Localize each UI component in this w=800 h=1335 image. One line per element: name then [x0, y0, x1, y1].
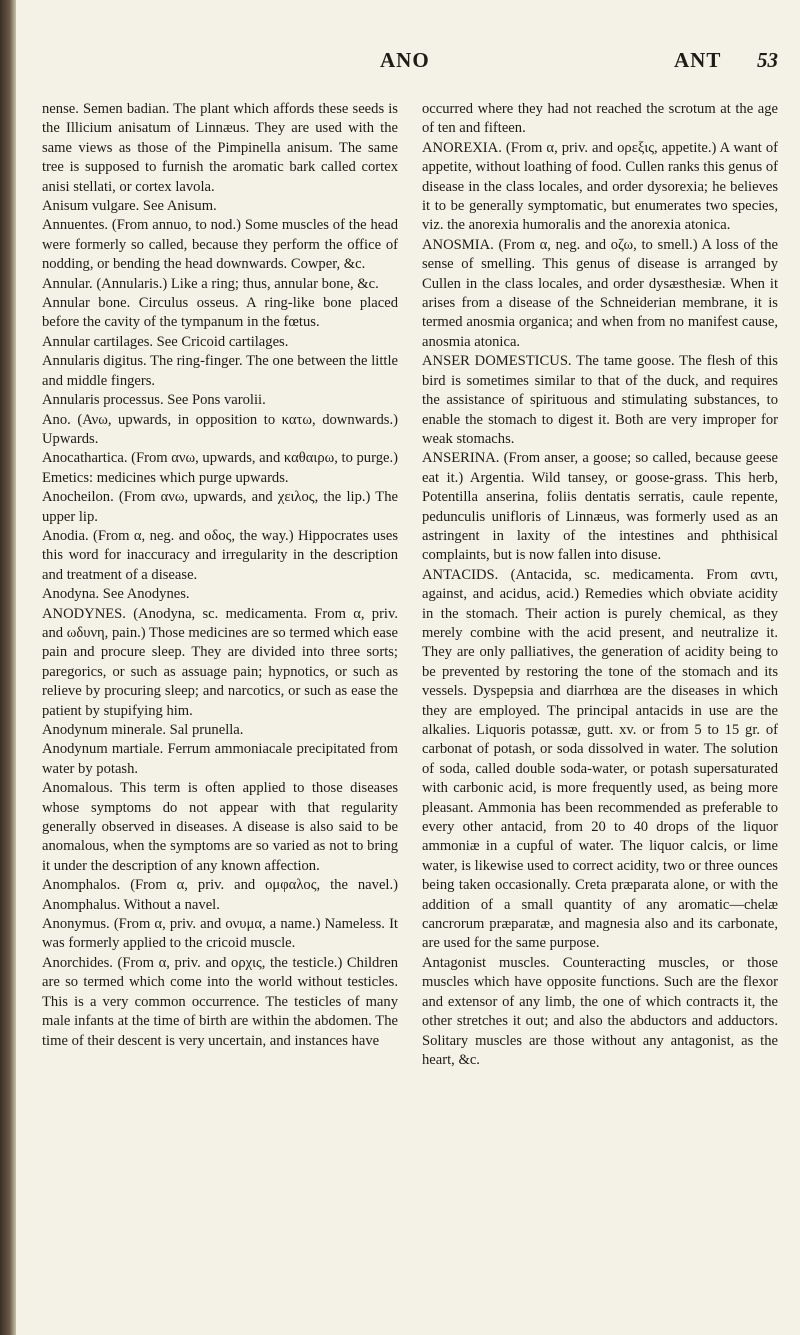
dictionary-entry: Anocheilon. (From ανω, upwards, and χειλος, the lip.) The upper lip.: [42, 489, 398, 525]
dictionary-entry: Annular. (Annularis.) Like a ring; thus, annular bone, &c.: [42, 275, 379, 292]
dictionary-entry: ANODYNES. (Anodyna, sc. medicamenta. From α, priv. and ωδυνη, pain.) Those medicines are so termed which ease pain and procure sleep. They are divided into three sorts; paregorics, or such as assuage pain; hypnotics, or such as relieve by procuring sleep; and narcotics, or such as ease the patient by stupifying him.: [42, 605, 398, 719]
running-head-right: ANT: [674, 48, 722, 72]
dictionary-entry: Anodia. (From α, neg. and οδος, the way.) Hippocrates uses this word for inaccuracy and irregularity in the description and treatment of a disease.: [42, 527, 398, 583]
dictionary-entry: occurred where they had not reached the scrotum at the age of ten and fifteen.: [422, 101, 778, 137]
book-page: [42, 0, 778, 1335]
text-columns: [42, 100, 778, 1070]
dictionary-entry: Anonymus. (From α, priv. and ονυμα, a name.) Nameless. It was formerly applied to the cricoid muscle.: [42, 916, 398, 952]
dictionary-entry: Antagonist muscles. Counteracting muscles, or those muscles which have opposite functions. Such are the flexor and extensor of any limb, the one of which contracts it, the other stretches it out; and also the abductors and adductors. Solitary muscles are those without any antagonist, as the heart, &c.: [422, 954, 778, 1068]
dictionary-entry: Anodynum minerale. Sal prunella.: [42, 722, 244, 738]
book-spine-edge: [0, 0, 16, 1335]
dictionary-entry: Anocathartica. (From ανω, upwards, and καθαιρω, to purge.) Emetics: medicines which purge upwards.: [42, 450, 398, 486]
dictionary-entry: Anomphalos. (From α, priv. and ομφαλος, the navel.) Anomphalus. Without a navel.: [42, 877, 398, 913]
dictionary-entry: ANTACIDS. (Antacida, sc. medicamenta. From αντι, against, and acidus, acid.) Remedies which obviate acidity in the stomach. Their action is purely chemical, as they merely combine with the acid present, and neutralize it. They are only palliatives, the generation of acidity being to be prevented by restoring the tone of the stomach and its vessels. Dyspepsia and diarrhœa are the diseases in which they are employed. The principal antacids in use are the alkalies. Liquoris potassæ, gutt. xv. or from 5 to 15 gr. of carbonat of potash, or soda dissolved in water. The solution of soda, called double soda-water, or potash supersaturated with carbonic acid, is more frequently used, as being more pleasant. Ammonia has been recommended as preferable to every other antacid, from 20 to 40 drops of the liquor ammoniæ in a cupful of water. The liquor calcis, or lime water, is likewise used to correct acidity, two or three ounces being taken occasionally. Creta præparata alone, or with the addition of a small quantity of any aromatic—chelæ cancrorum præparatæ, and magnesia also and its carbonate, are used for the same purpose.: [422, 566, 778, 952]
dictionary-entry: Annularis digitus. The ring-finger. The one between the little and middle fingers.: [42, 353, 398, 389]
dictionary-entry: Anodyna. See Anodynes.: [42, 586, 190, 603]
running-head: [42, 0, 778, 70]
dictionary-entry: Annular cartilages. See Cricoid cartilages.: [42, 333, 289, 350]
dictionary-entry: Anisum vulgare. See Anisum.: [42, 198, 217, 215]
dictionary-entry: Ano. (Ανω, upwards, in opposition to κατω, downwards.) Upwards.: [42, 411, 398, 447]
running-head-left: ANO: [380, 48, 430, 72]
dictionary-entry: ANOSMIA. (From α, neg. and οζω, to smell.) A loss of the sense of smelling. This genus of disease is arranged by Cullen in the class locales, and order dysæsthesiæ. When it arises from a disease of the Schneiderian membrane, it is termed anosmia organica; and when from no manifest cause, anosmia atonica.: [422, 236, 778, 350]
dictionary-entry: ANOREXIA. (From α, priv. and ορεξις, appetite.) A want of appetite, without loathing of food. Cullen ranks this genus of disease in the class locales, and order dysorexia; he believes it to be generally symptomatic, but enumerates two species, viz. the anorexia humoralis and the anorexia atonica.: [422, 139, 778, 234]
left-column: [42, 100, 398, 1070]
dictionary-entry: ANSER DOMESTICUS. The tame goose. The flesh of this bird is sometimes similar to that of the duck, and requires the assistance of spirituous and stimulating substances, to enable the stomach to digest it. Both are very improper for weak stomachs.: [422, 353, 778, 447]
dictionary-entry: Annular bone. Circulus osseus. A ring-like bone placed before the cavity of the tympanum in the fœtus.: [42, 295, 398, 331]
dictionary-entry: Annuentes. (From annuo, to nod.) Some muscles of the head were formerly so called, because they perform the office of nodding, or bending the head downwards. Cowper, &c.: [42, 217, 398, 273]
dictionary-entry: Annularis processus. See Pons varolii.: [42, 392, 266, 409]
right-column: [422, 100, 778, 1070]
dictionary-entry: Anodynum martiale. Ferrum ammoniacale precipitated from water by potash.: [42, 741, 398, 777]
dictionary-entry: Anomalous. This term is often applied to those diseases whose symptoms do not appear with that regularity generally observed in diseases. A disease is also said to be anomalous, when the symptoms are so varied as not to bring it under the description of any known affection.: [42, 780, 398, 874]
page-number: 53: [757, 48, 778, 72]
dictionary-entry: nense. Semen badian. The plant which affords these seeds is the Illicium anisatum of Linnæus. They are used with the same views as those of the Pimpinella anisum. The same tree is supposed to furnish the aromatic bark called cortex anisi stellati, or cortex lavola.: [42, 101, 398, 195]
dictionary-entry: Anorchides. (From α, priv. and ορχις, the testicle.) Children are so termed which come into the world without testicles. This is a very common occurrence. The testicles of many male infants at the time of birth are within the abdomen. The time of their descent is very uncertain, and instances have: [42, 954, 398, 1049]
dictionary-entry: ANSERINA. (From anser, a goose; so called, because geese eat it.) Argentia. Wild tansey, or goose-grass. This herb, Potentilla anserina, foliis dentatis serratis, caule repente, pedunculis unifloris of Linnæus, was formerly used as an astringent in laxity of the intestines and phthisical complaints, but is now fallen into disuse.: [422, 450, 778, 564]
